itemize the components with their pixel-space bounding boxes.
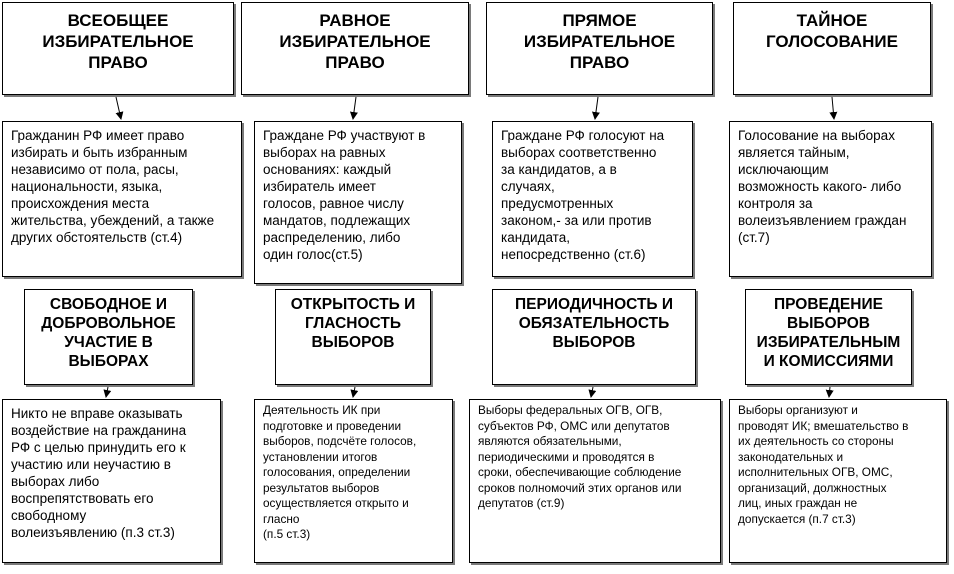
description-direct-suffrage: Граждане РФ голосуют на выборах соответственно за кандидатов, а в случаях, предусмотренных законом,- за или против кандидата, непосредственно (ст.6) xyxy=(492,121,693,277)
arrow-secret xyxy=(832,97,834,119)
header-secret-ballot: ТАЙНОЕ ГОЛОСОВАНИЕ xyxy=(733,2,931,95)
arrow-universal xyxy=(116,97,121,119)
header-direct-suffrage: ПРЯМОЕ ИЗБИРАТЕЛЬНОЕ ПРАВО xyxy=(486,2,713,95)
header-universal-suffrage: ВСЕОБЩЕЕ ИЗБИРАТЕЛЬНОЕ ПРАВО xyxy=(2,2,234,95)
description-secret-ballot: Голосование на выборах является тайным, исключающим возможность какого- либо контроля за волеизъявлением граждан (ст.7) xyxy=(729,121,932,277)
description-universal-suffrage: Гражданин РФ имеет право избирать и быть избранным независимо от пола, расы, национальности, языка, происхождения места жительства, убеждений, а также других обстоятельств (ст.4) xyxy=(2,121,242,277)
description-election-commissions: Выборы организуют и проводят ИК; вмешательство в их деятельность со стороны законодательных и исполнительных ОГВ, ОМС, организаций, должностных лиц, иных граждан не допускается (п.7 ст.3) xyxy=(729,399,947,563)
header-election-commissions: ПРОВЕДЕНИЕ ВЫБОРОВ ИЗБИРАТЕЛЬНЫМ И КОМИССИЯМИ xyxy=(745,289,912,385)
arrow-periodicity xyxy=(591,387,593,397)
header-equal-suffrage: РАВНОЕ ИЗБИРАТЕЛЬНОЕ ПРАВО xyxy=(241,2,469,95)
header-free-voluntary-participation: СВОБОДНОЕ И ДОБРОВОЛЬНОЕ УЧАСТИЕ В ВЫБОРАХ xyxy=(24,289,193,385)
description-openness-publicity: Деятельность ИК при подготовке и проведении выборов, подсчёте голосов, установлении итогов голосования, определении результатов выборов осуществляется открыто и гласно (п.5 ст.3) xyxy=(254,399,453,563)
header-periodicity-obligatoriness: ПЕРИОДИЧНОСТЬ И ОБЯЗАТЕЛЬНОСТЬ ВЫБОРОВ xyxy=(492,289,696,385)
arrow-free xyxy=(106,387,108,397)
description-periodicity-obligatoriness: Выборы федеральных ОГВ, ОГВ, субъектов РФ, ОМС или депутатов являются обязательными, периодическими и проводятся в сроки, обеспечивающие соблюдение сроков полномочий этих органов или депутатов (ст.9) xyxy=(469,399,721,563)
description-equal-suffrage: Граждане РФ участвуют в выборах на равных основаниях: каждый избиратель имеет голосов, равное числу мандатов, подлежащих распределению, либо один голос(ст.5) xyxy=(254,121,462,284)
description-free-voluntary-participation: Никто не вправе оказывать воздействие на гражданина РФ с целью принудить его к участию или неучастию в выборах либо воспрепятствовать его свободному волеизъявлению (п.3 ст.3) xyxy=(2,399,221,563)
arrow-commissions xyxy=(829,387,830,397)
header-openness-publicity: ОТКРЫТОСТЬ И ГЛАСНОСТЬ ВЫБОРОВ xyxy=(275,289,431,385)
arrow-direct xyxy=(595,97,598,119)
arrow-equal xyxy=(353,97,356,119)
arrow-openness xyxy=(353,387,355,397)
